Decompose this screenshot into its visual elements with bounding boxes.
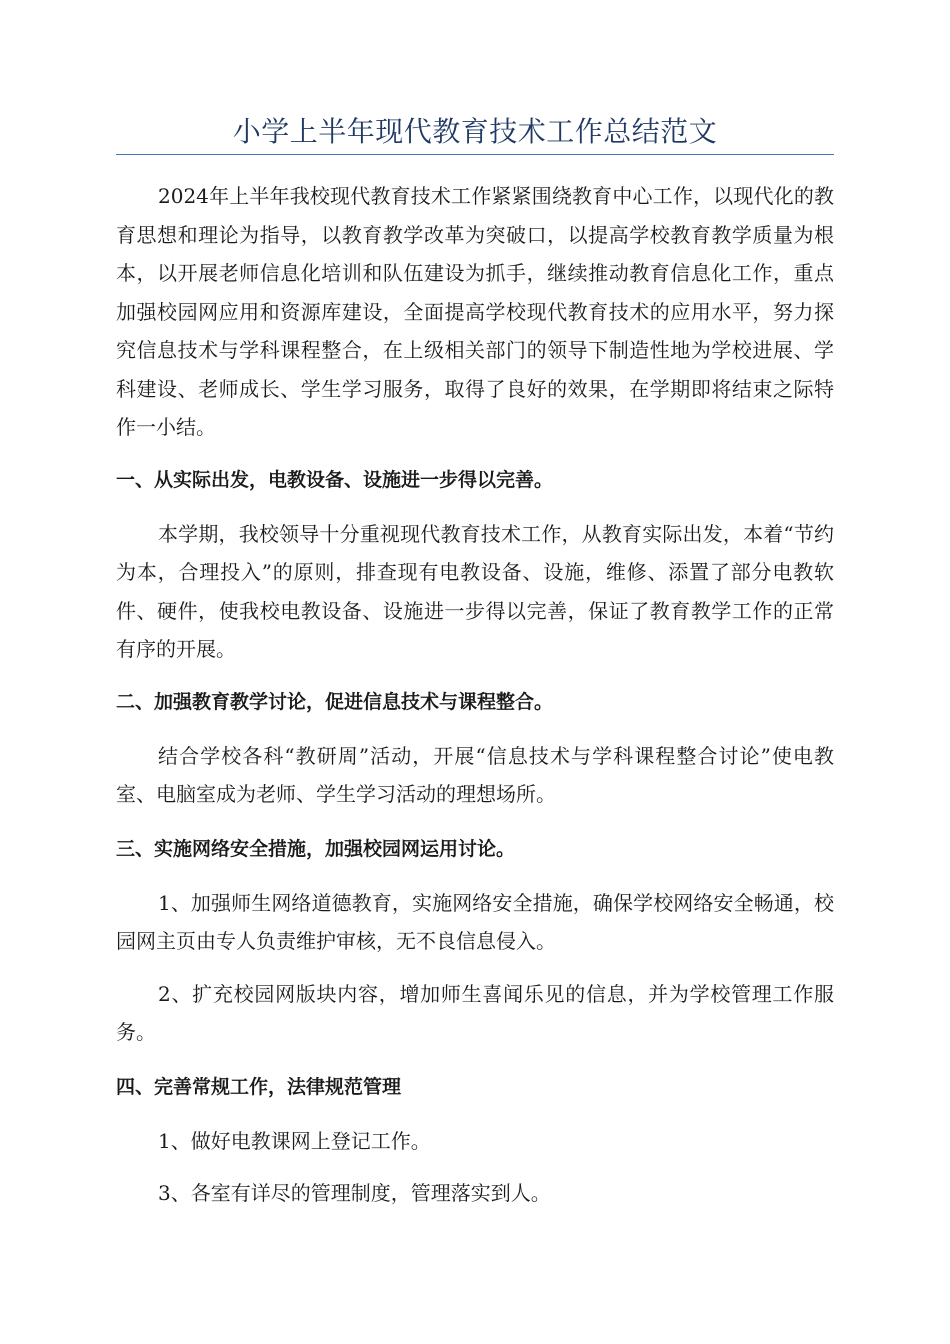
section-1-paragraph-1: 本学期，我校领导十分重视现代教育技术工作，从教育实际出发，本着“节约为本，合理投入”的原则，排查现有电教设备、设施，维修、添置了部分电教软件、硬件，使我校电教设备、设施进一步得以完善，保证了教育教学工作的正常有序的开展。 <box>116 521 834 661</box>
section-3-paragraph-2: 2、扩充校园网版块内容，增加师生喜闻乐见的信息，并为学校管理工作服务。 <box>116 981 834 1044</box>
document-title: 小学上半年现代教育技术工作总结范文 <box>232 115 718 148</box>
section-3-paragraph-1: 1、加强师生网络道德教育，实施网络安全措施，确保学校网络安全畅通，校园网主页由专人负责维护审核，无不良信息侵入。 <box>116 890 834 953</box>
section-heading-3: 三、实施网络安全措施，加强校园网运用讨论。 <box>116 837 516 860</box>
section-4-paragraph-2: 3、各室有详尽的管理制度，管理落实到人。 <box>158 1181 551 1205</box>
section-heading-2: 二、加强教育教学讨论，促进信息技术与课程整合。 <box>116 690 554 713</box>
title-underline <box>116 154 834 155</box>
section-4-paragraph-1: 1、做好电教课网上登记工作。 <box>158 1128 431 1153</box>
section-heading-1: 一、从实际出发，电教设备、设施进一步得以完善。 <box>116 468 554 491</box>
intro-paragraph: 2024年上半年我校现代教育技术工作紧紧围绕教育中心工作，以现代化的教育思想和理论为指导，以教育教学改革为突破口，以提高学校教育教学质量为根本，以开展老师信息化培训和队伍建设为抓手，继续推动教育信息化工作，重点加强校园网应用和资源库建设，全面提高学校现代教育技术的应用水平，努力探究信息技术与学科课程整合，在上级相关部门的领导下制造性地为学校进展、学科建设、老师成长、学生学习服务，取得了良好的效果，在学期即将结束之际特作一小结。 <box>116 184 834 439</box>
document-page <box>116 112 834 1213</box>
section-2-paragraph-1: 结合学校各科“教研周”活动，开展“信息技术与学科课程整合讨论”使电教室、电脑室成为老师、学生学习活动的理想场所。 <box>116 743 834 806</box>
section-heading-4: 四、完善常规工作，法律规范管理 <box>116 1075 402 1098</box>
